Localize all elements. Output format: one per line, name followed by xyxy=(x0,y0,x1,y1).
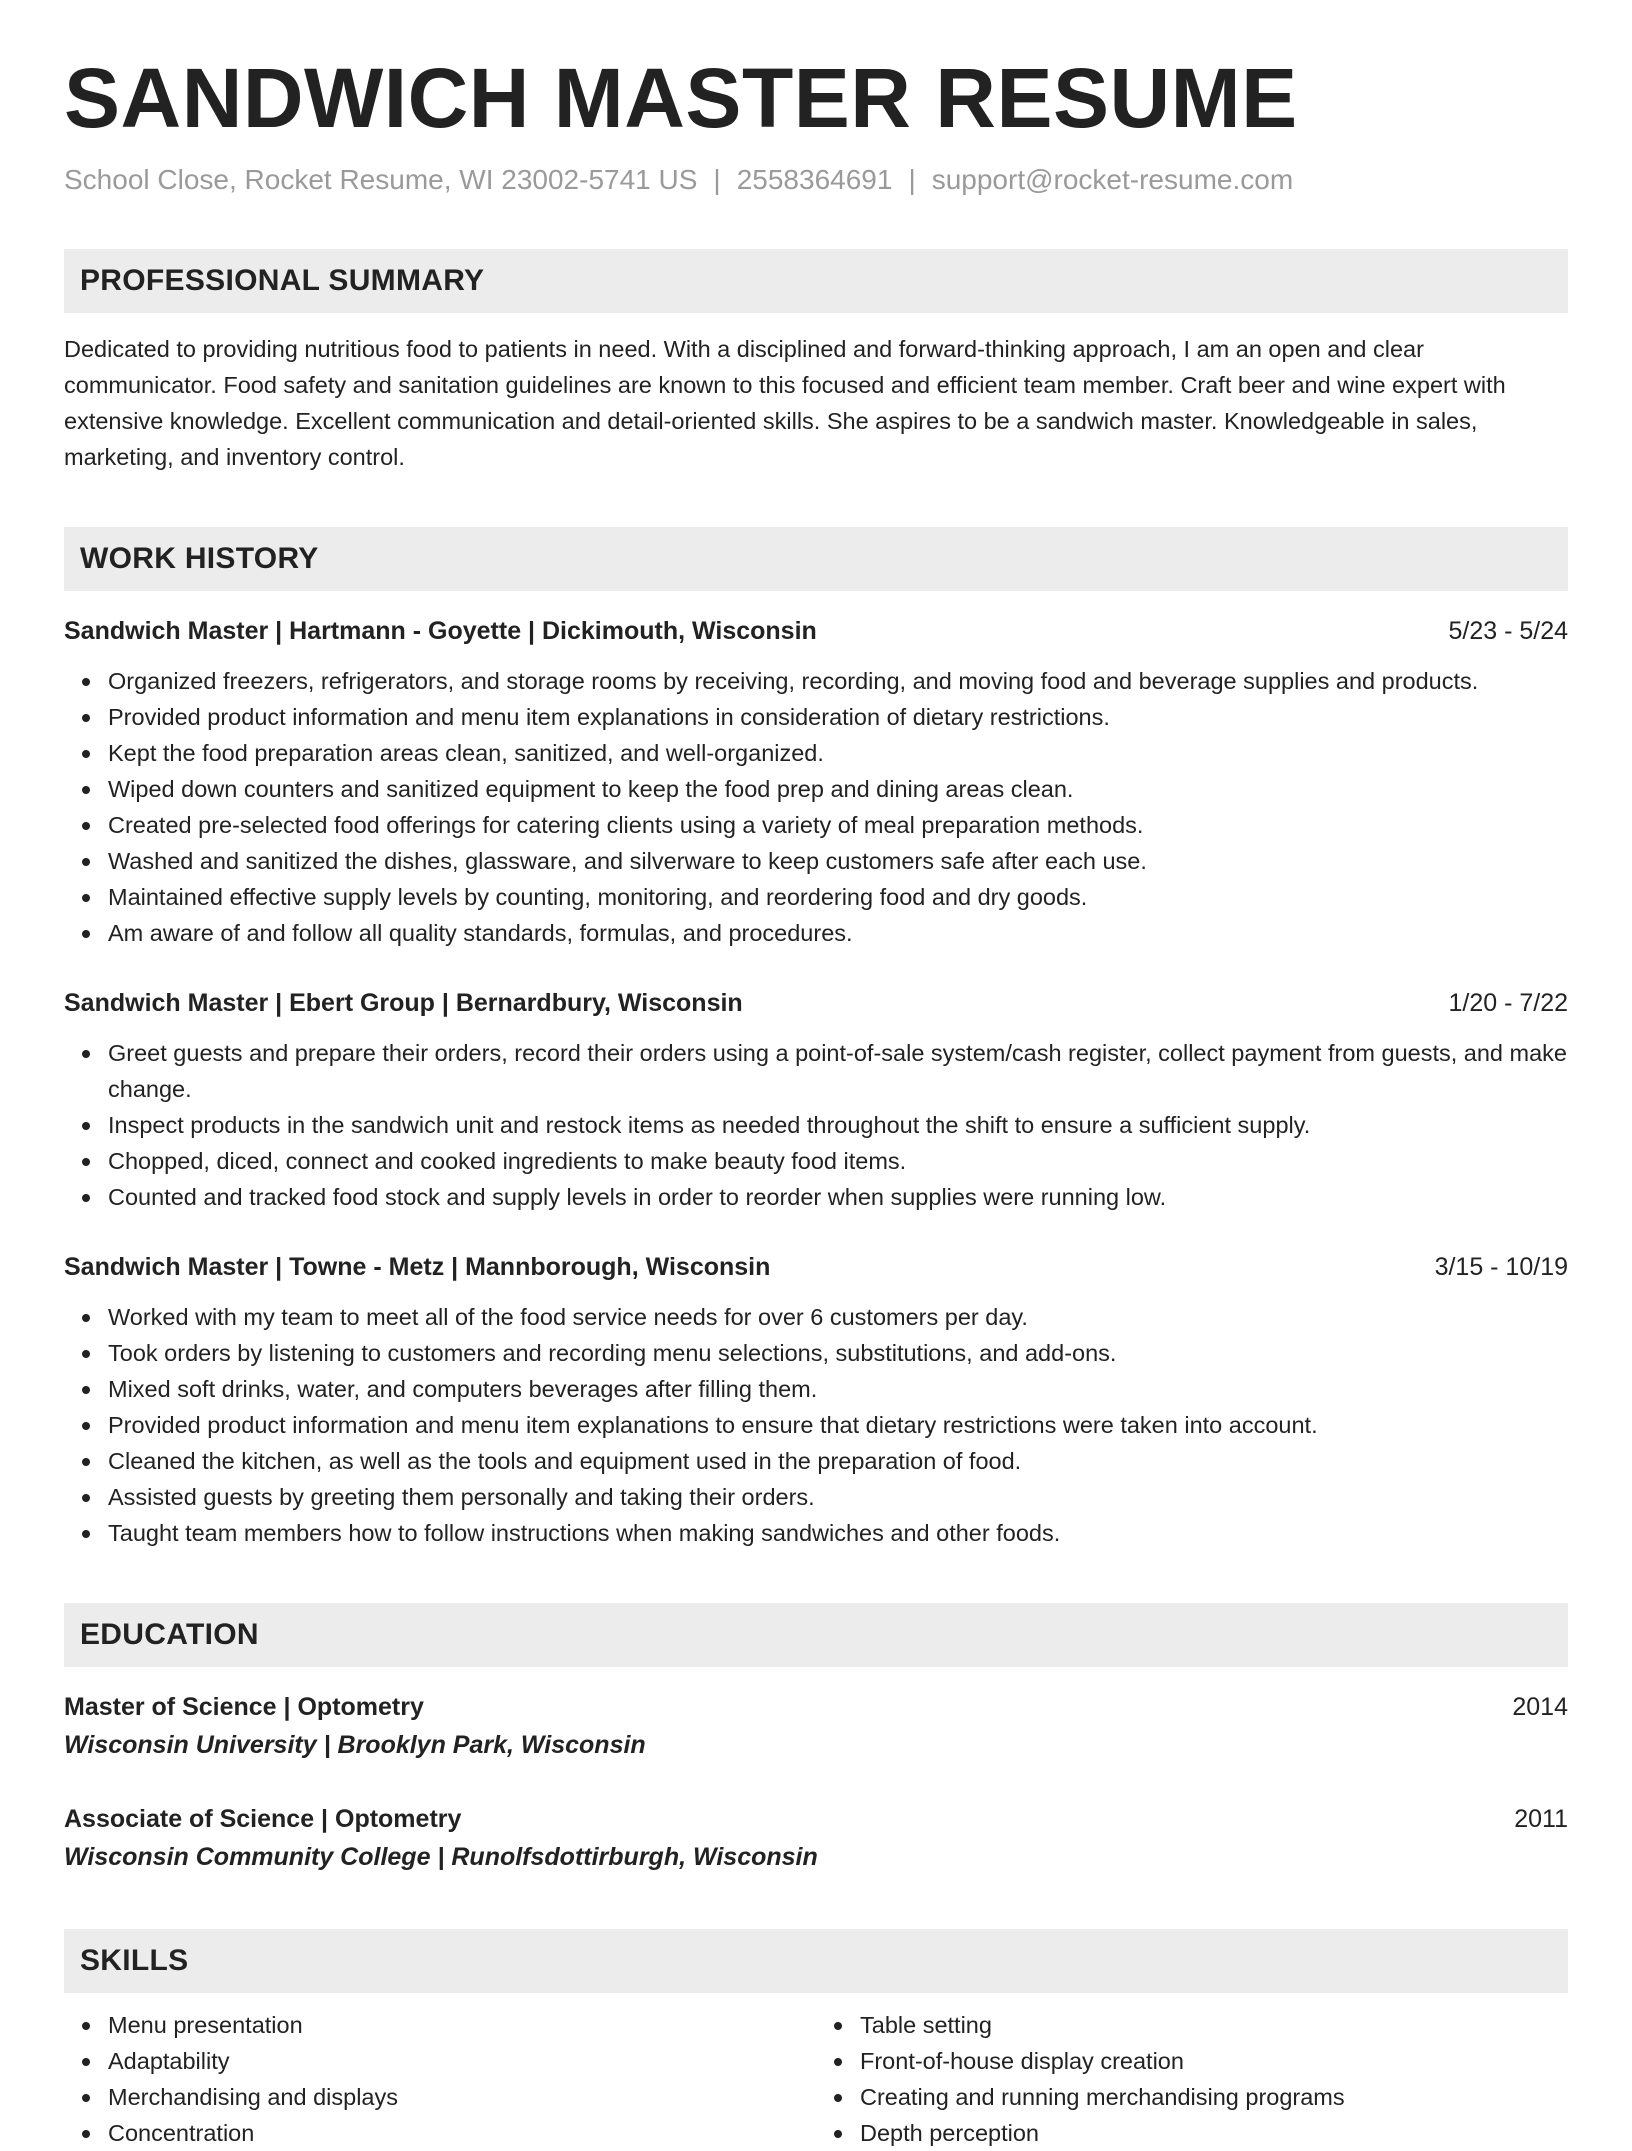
list-item: Took orders by listening to customers and recording menu selections, substitutions, and add-ons. xyxy=(108,1335,1568,1371)
job-entry xyxy=(64,985,1568,1215)
list-item: Greet guests and prepare their orders, record their orders using a point-of-sale system/cash register, collect payment from guests, and make change. xyxy=(108,1035,1568,1107)
skills-heading: SKILLS xyxy=(64,1929,1568,1993)
degree-title: Associate of Science | Optometry xyxy=(64,1804,462,1833)
contact-address: School Close, Rocket Resume, WI 23002-5741 US xyxy=(64,164,698,196)
job-title: Sandwich Master | Ebert Group | Bernardbury, Wisconsin xyxy=(64,988,743,1017)
education-entry xyxy=(64,1689,1568,1765)
school-name: Wisconsin University | Brooklyn Park, Wisconsin xyxy=(64,1730,646,1759)
list-item: Table setting xyxy=(860,2007,1568,2043)
skills-list xyxy=(64,2007,1568,2151)
education-heading: EDUCATION xyxy=(64,1603,1568,1667)
list-item: Am aware of and follow all quality standards, formulas, and procedures. xyxy=(108,915,1568,951)
school-name: Wisconsin Community College | Runolfsdottirburgh, Wisconsin xyxy=(64,1842,818,1871)
resume-title: SANDWICH MASTER RESUME xyxy=(64,51,1298,145)
contact-separator: | xyxy=(908,164,916,196)
education-entry xyxy=(64,1801,1568,1877)
degree-year: 2014 xyxy=(1512,1692,1568,1721)
contact-phone: 2558364691 xyxy=(736,164,893,196)
job-entry xyxy=(64,1249,1568,1551)
work-history-heading: WORK HISTORY xyxy=(64,527,1568,591)
job-bullets xyxy=(64,1299,1568,1551)
list-item: Provided product information and menu item explanations in consideration of dietary restrictions. xyxy=(108,699,1568,735)
list-item: Provided product information and menu item explanations to ensure that dietary restrictions were taken into account. xyxy=(108,1407,1568,1443)
list-item: Inspect products in the sandwich unit and restock items as needed throughout the shift to ensure a sufficient supply. xyxy=(108,1107,1568,1143)
list-item: Merchandising and displays xyxy=(108,2079,816,2115)
list-item: Chopped, diced, connect and cooked ingredients to make beauty food items. xyxy=(108,1143,1568,1179)
job-bullets xyxy=(64,663,1568,951)
list-item: Organized freezers, refrigerators, and storage rooms by receiving, recording, and moving food and beverage supplies and products. xyxy=(108,663,1568,699)
job-dates: 3/15 - 10/19 xyxy=(1434,1252,1568,1281)
list-item: Front-of-house display creation xyxy=(860,2043,1568,2079)
list-item: Kept the food preparation areas clean, sanitized, and well-organized. xyxy=(108,735,1568,771)
list-item: Washed and sanitized the dishes, glassware, and silverware to keep customers safe after each use. xyxy=(108,843,1568,879)
job-title: Sandwich Master | Towne - Metz | Mannborough, Wisconsin xyxy=(64,1252,771,1281)
list-item: Assisted guests by greeting them personally and taking their orders. xyxy=(108,1479,1568,1515)
list-item: Depth perception xyxy=(860,2115,1568,2151)
contact-line xyxy=(64,162,1568,198)
degree-year: 2011 xyxy=(1514,1804,1568,1833)
job-dates: 5/23 - 5/24 xyxy=(1448,616,1568,645)
contact-separator: | xyxy=(713,164,721,196)
list-item: Wiped down counters and sanitized equipment to keep the food prep and dining areas clean. xyxy=(108,771,1568,807)
list-item: Menu presentation xyxy=(108,2007,816,2043)
skills-column-right xyxy=(816,2007,1568,2151)
list-item: Maintained effective supply levels by counting, monitoring, and reordering food and dry goods. xyxy=(108,879,1568,915)
list-item: Cleaned the kitchen, as well as the tools and equipment used in the preparation of food. xyxy=(108,1443,1568,1479)
job-dates: 1/20 - 7/22 xyxy=(1448,988,1568,1017)
skills-column-left xyxy=(64,2007,816,2151)
list-item: Created pre-selected food offerings for catering clients using a variety of meal preparation methods. xyxy=(108,807,1568,843)
contact-email: support@rocket-resume.com xyxy=(931,164,1294,196)
list-item: Adaptability xyxy=(108,2043,816,2079)
list-item: Taught team members how to follow instructions when making sandwiches and other foods. xyxy=(108,1515,1568,1551)
list-item: Counted and tracked food stock and supply levels in order to reorder when supplies were running low. xyxy=(108,1179,1568,1215)
summary-text: Dedicated to providing nutritious food to patients in need. With a disciplined and forward-thinking approach, I am an open and clear communicator. Food safety and sanitation guidelines are known to this focused and efficient team member. Craft beer and wine expert with extensive knowledge. Excellent communication and detail-oriented skills. She aspires to be a sandwich master. Knowledgeable in sales, marketing, and inventory control. xyxy=(64,335,1506,470)
list-item: Mixed soft drinks, water, and computers beverages after filling them. xyxy=(108,1371,1568,1407)
list-item: Creating and running merchandising programs xyxy=(860,2079,1568,2115)
summary-heading: PROFESSIONAL SUMMARY xyxy=(64,249,1568,313)
degree-title: Master of Science | Optometry xyxy=(64,1692,424,1721)
job-title: Sandwich Master | Hartmann - Goyette | Dickimouth, Wisconsin xyxy=(64,616,817,645)
job-bullets xyxy=(64,1035,1568,1215)
list-item: Concentration xyxy=(108,2115,816,2151)
job-entry xyxy=(64,613,1568,951)
list-item: Worked with my team to meet all of the food service needs for over 6 customers per day. xyxy=(108,1299,1568,1335)
